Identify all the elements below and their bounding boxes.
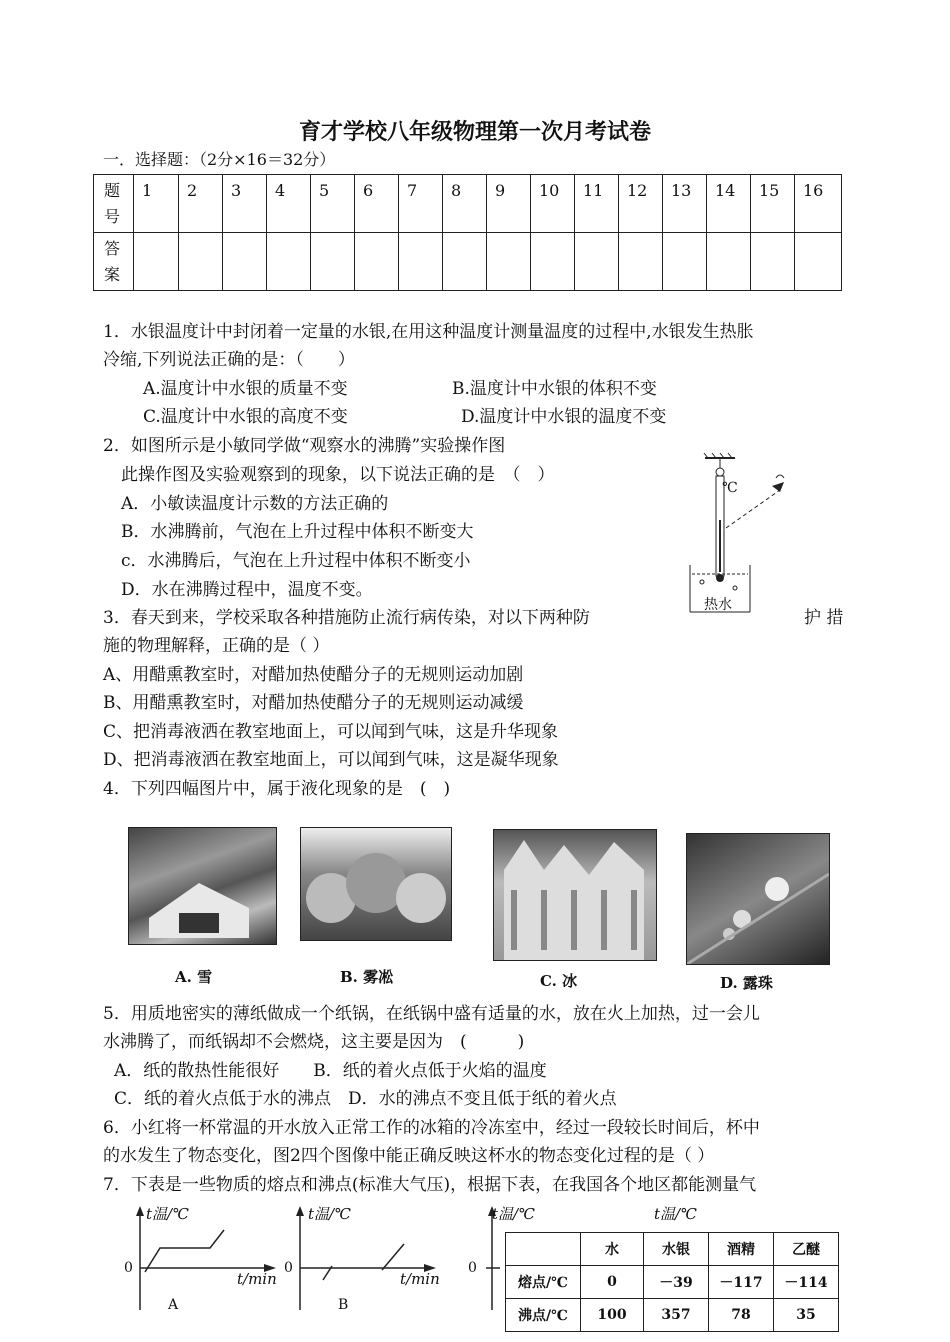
number-cell: 6	[355, 175, 399, 233]
q2-stem-2: 此操作图及实验观察到的现象，以下说法正确的是 （ ）	[121, 465, 555, 485]
number-cell: 5	[311, 175, 355, 233]
hot-water-label: 热水	[704, 597, 732, 613]
q3-stem-2: 施的物理解释，正确的是（ ）	[103, 636, 330, 656]
row-header-question: 题号	[94, 175, 134, 233]
q1-stem-1: 1．水银温度计中封闭着一定量的水银,在用这种温度计测量温度的过程中,水银发生热胀	[103, 322, 754, 342]
q5-options-ab: A．纸的散热性能很好 B．纸的着火点低于火焰的温度	[114, 1061, 547, 1081]
answer-cell[interactable]	[399, 233, 443, 291]
answer-cell[interactable]	[487, 233, 531, 291]
q3-stem-1-tail: 护 措	[804, 608, 844, 628]
table-cell: 0	[581, 1266, 644, 1299]
answer-cell[interactable]	[707, 233, 751, 291]
graph-a-origin: 0	[124, 1260, 133, 1276]
graph-a-x-label: t/min	[237, 1270, 277, 1288]
table-cell: 78	[709, 1299, 774, 1332]
caption-c: C. 冰	[540, 972, 578, 990]
table-cell: －114	[774, 1266, 839, 1299]
number-cell: 12	[619, 175, 663, 233]
q3-option-b: B、用醋熏教室时，对醋加热使醋分子的无规则运动减缓	[103, 693, 524, 713]
answer-cell[interactable]	[355, 233, 399, 291]
q1-stem-2: 冷缩,下列说法正确的是：（ ）	[103, 350, 355, 370]
number-cell: 8	[443, 175, 487, 233]
q1-option-c: C.温度计中水银的高度不变	[143, 407, 348, 427]
answer-cell[interactable]	[267, 233, 311, 291]
dew-photo	[686, 833, 830, 965]
number-cell: 13	[663, 175, 707, 233]
answer-cell[interactable]	[311, 233, 355, 291]
table-row	[506, 1299, 839, 1332]
answer-cell[interactable]	[531, 233, 575, 291]
graph-b-label: B	[338, 1297, 349, 1313]
answer-cell[interactable]	[663, 233, 707, 291]
answer-cell[interactable]	[443, 233, 487, 291]
answer-cell[interactable]	[619, 233, 663, 291]
graph-a-label: A	[168, 1297, 179, 1313]
ice-photo	[493, 829, 657, 961]
thermometer-unit-label: ℃	[722, 480, 738, 496]
answer-cell[interactable]	[223, 233, 267, 291]
q5-options-cd: C．纸的着火点低于水的沸点 D．水的沸点不变且低于纸的着火点	[114, 1089, 617, 1109]
table-cell: 357	[644, 1299, 709, 1332]
graph-c-origin: 0	[468, 1260, 477, 1276]
q2-stem-1: 2．如图所示是小敏同学做“观察水的沸腾”实验操作图	[103, 436, 506, 456]
answer-row	[94, 233, 842, 291]
number-cell: 1	[134, 175, 179, 233]
q3-option-c: C、把消毒液洒在教室地面上，可以闻到气味，这是升华现象	[103, 722, 559, 742]
page-title: 育才学校八年级物理第一次月考试卷	[298, 119, 651, 145]
number-cell: 7	[399, 175, 443, 233]
table-header-row	[506, 1233, 839, 1266]
q5-stem-2: 水沸腾了，而纸锅却不会燃烧，这主要是因为 ( )	[103, 1032, 525, 1052]
table-header-cell: 水	[581, 1233, 644, 1266]
row-label-cell: 熔点/℃	[506, 1266, 581, 1299]
rime-photo	[300, 827, 452, 941]
table-header-cell: 乙醚	[774, 1233, 839, 1266]
answer-cell[interactable]	[751, 233, 795, 291]
q1-option-b: B.温度计中水银的体积不变	[452, 379, 657, 399]
answer-cell[interactable]	[134, 233, 179, 291]
answer-cell[interactable]	[179, 233, 223, 291]
number-cell: 16	[795, 175, 842, 233]
caption-d: D. 露珠	[720, 974, 773, 992]
table-header-cell: 酒精	[709, 1233, 774, 1266]
number-cell: 15	[751, 175, 795, 233]
graph-b-y-label: t温/℃	[308, 1205, 351, 1223]
graph-b-origin: 0	[284, 1260, 293, 1276]
graph-a-y-label: t温/℃	[146, 1205, 189, 1223]
table-cell: 100	[581, 1299, 644, 1332]
number-cell: 10	[531, 175, 575, 233]
question-number-row	[94, 175, 842, 233]
q3-option-d: D、把消毒液洒在教室地面上，可以闻到气味，这是凝华现象	[103, 750, 559, 770]
graph-b-x-label: t/min	[400, 1270, 440, 1288]
snow-photo	[128, 827, 277, 945]
q5-stem-1: 5．用质地密实的薄纸做成一个纸锅，在纸锅中盛有适量的水，放在火上加热，过一会儿	[103, 1004, 760, 1024]
number-cell: 9	[487, 175, 531, 233]
graph-c-y-label: t温/℃	[492, 1205, 535, 1223]
table-header-cell: 水银	[644, 1233, 709, 1266]
table-header-cell	[506, 1233, 581, 1266]
q6-stem-1: 6．小红将一杯常温的开水放入正常工作的冰箱的冷冻室中，经过一段较长时间后，杯中	[103, 1118, 760, 1138]
q6-stem-2: 的水发生了物态变化，图2四个图像中能正确反映这杯水的物态变化过程的是（ ）	[103, 1146, 715, 1166]
q2-option-b: B．水沸腾前，气泡在上升过程中体积不断变大	[121, 522, 474, 542]
answer-cell[interactable]	[795, 233, 842, 291]
number-cell: 2	[179, 175, 223, 233]
number-cell: 3	[223, 175, 267, 233]
boiling-experiment-figure	[680, 450, 810, 620]
caption-a: A. 雪	[175, 968, 213, 986]
q4-stem: 4．下列四幅图片中，属于液化现象的是 ( )	[103, 779, 451, 799]
q3-option-a: A、用醋熏教室时，对醋加热使醋分子的无规则运动加剧	[103, 665, 524, 685]
q7-stem-1: 7．下表是一些物质的熔点和沸点(标准大气压)，根据下表，在我国各个地区都能测量气	[103, 1175, 757, 1195]
q1-option-d: D.温度计中水银的温度不变	[461, 407, 667, 427]
q1-option-a: A.温度计中水银的质量不变	[143, 379, 348, 399]
number-cell: 4	[267, 175, 311, 233]
q2-option-a: A．小敏读温度计示数的方法正确的	[121, 494, 389, 514]
answer-cell[interactable]	[575, 233, 619, 291]
number-cell: 11	[575, 175, 619, 233]
q3-stem-1: 3．春天到来，学校采取各种措施防止流行病传染，对以下两种防	[103, 608, 590, 628]
table-cell: －117	[709, 1266, 774, 1299]
q2-option-c: c．水沸腾后，气泡在上升过程中体积不断变小	[121, 551, 471, 571]
section-heading: 一．选择题：（2分×16＝32分）	[103, 150, 336, 169]
q2-option-d: D．水在沸腾过程中，温度不变。	[121, 580, 373, 600]
table-cell: 35	[774, 1299, 839, 1332]
row-label-cell: 沸点/℃	[506, 1299, 581, 1332]
table-cell: －39	[644, 1266, 709, 1299]
melting-boiling-table	[505, 1232, 839, 1332]
graph-d-y-label: t温/℃	[654, 1205, 697, 1223]
number-cell: 14	[707, 175, 751, 233]
answer-table	[93, 174, 842, 291]
row-header-answer: 答案	[94, 233, 134, 291]
table-row	[506, 1266, 839, 1299]
caption-b: B. 雾凇	[340, 968, 394, 986]
